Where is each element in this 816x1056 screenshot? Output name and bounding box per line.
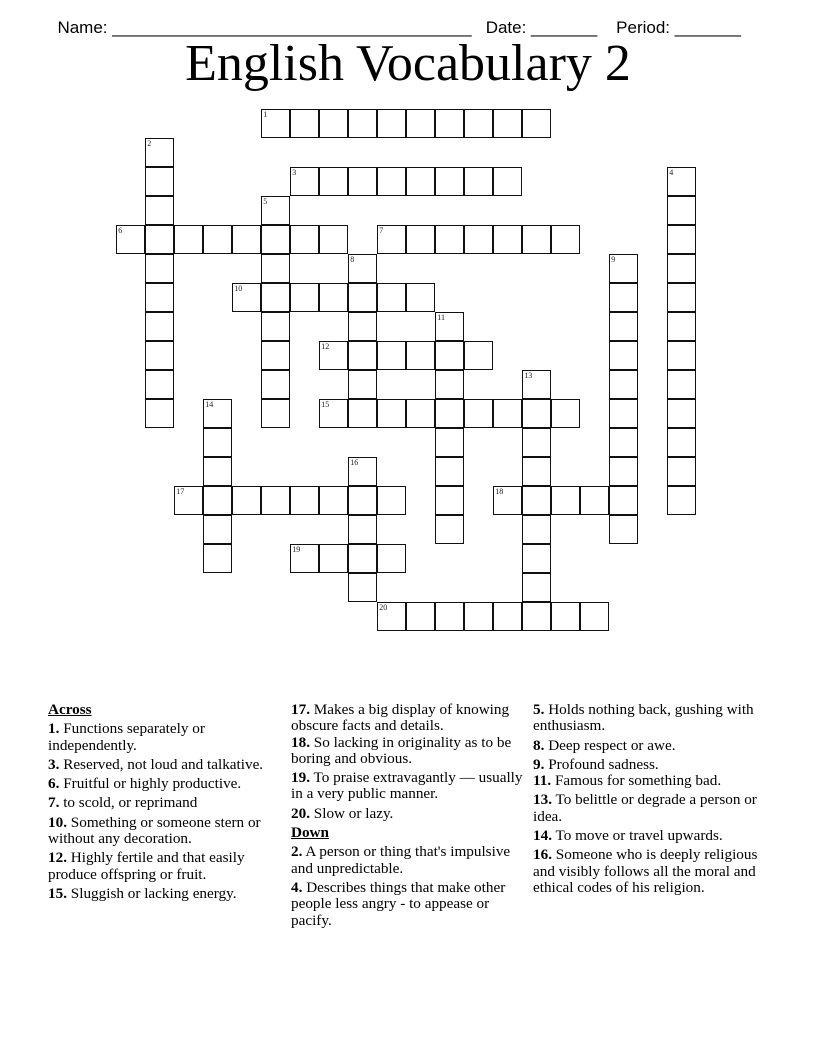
clues-column-1 <box>48 702 280 905</box>
grid-cell[interactable] <box>290 486 319 515</box>
grid-cell[interactable] <box>348 457 377 486</box>
grid-cell[interactable] <box>377 399 406 428</box>
grid-cell[interactable] <box>406 602 435 631</box>
grid-cell[interactable] <box>319 109 348 138</box>
clue-number: 8 <box>350 255 355 265</box>
grid-cell[interactable] <box>435 312 464 341</box>
grid-cell[interactable] <box>406 167 435 196</box>
grid-cell[interactable] <box>522 399 551 428</box>
clue-number: 18 <box>495 487 504 497</box>
grid-cell[interactable] <box>609 486 638 515</box>
grid-cell[interactable] <box>203 515 232 544</box>
grid-cell[interactable] <box>435 225 464 254</box>
grid-cell[interactable] <box>232 486 261 515</box>
grid-cell[interactable] <box>174 225 203 254</box>
grid-cell[interactable] <box>348 399 377 428</box>
clue-number: 15 <box>321 400 330 410</box>
grid-cell[interactable] <box>406 109 435 138</box>
period-field[interactable]: Period: _______ <box>616 18 741 37</box>
grid-cell[interactable] <box>667 225 696 254</box>
grid-cell[interactable] <box>348 109 377 138</box>
grid-cell[interactable] <box>348 254 377 283</box>
grid-cell[interactable] <box>551 602 580 631</box>
grid-cell[interactable] <box>145 283 174 312</box>
grid-cell[interactable] <box>145 138 174 167</box>
grid-cell[interactable] <box>116 225 145 254</box>
grid-cell[interactable] <box>290 225 319 254</box>
grid-cell[interactable] <box>145 225 174 254</box>
grid-cell[interactable] <box>609 370 638 399</box>
grid-cell[interactable] <box>667 167 696 196</box>
grid-cell[interactable] <box>435 602 464 631</box>
grid-cell[interactable] <box>667 486 696 515</box>
grid-cell[interactable] <box>377 602 406 631</box>
clue-down-11: 11. Famous for something bad. <box>533 772 722 790</box>
grid-cell[interactable] <box>348 341 377 370</box>
grid-cell[interactable] <box>667 196 696 225</box>
clues-column-3 <box>533 702 773 899</box>
grid-cell[interactable] <box>435 109 464 138</box>
grid-cell[interactable] <box>348 515 377 544</box>
clue-number: 10 <box>234 284 243 294</box>
grid-cell[interactable] <box>261 399 290 428</box>
clue-down-9: 9. Profound sadness. <box>533 755 659 773</box>
grid-cell[interactable] <box>464 167 493 196</box>
grid-cell[interactable] <box>261 225 290 254</box>
across-heading: Across <box>48 701 92 718</box>
grid-cell[interactable] <box>145 370 174 399</box>
clues-column-2 <box>291 702 523 932</box>
grid-cell[interactable] <box>203 486 232 515</box>
grid-cell[interactable] <box>377 486 406 515</box>
grid-cell[interactable] <box>609 283 638 312</box>
clue-down-4: 4. Describes things that make other people less angry - to appease or pacify. <box>291 878 506 929</box>
grid-cell[interactable] <box>203 457 232 486</box>
grid-cell[interactable] <box>464 109 493 138</box>
grid-cell[interactable] <box>609 399 638 428</box>
clue-across-19: 19. To praise extravagantly — usually in a very public manner. <box>291 769 523 803</box>
grid-cell[interactable] <box>290 167 319 196</box>
clue-down-14: 14. To move or travel upwards. <box>533 827 723 845</box>
grid-cell[interactable] <box>377 109 406 138</box>
grid-cell[interactable] <box>261 109 290 138</box>
grid-cell[interactable] <box>609 341 638 370</box>
grid-cell[interactable] <box>145 341 174 370</box>
clue-down-16: 16. Someone who is deeply religious and visibly follows all the moral and ethical codes of his religion. <box>533 846 758 896</box>
grid-cell[interactable] <box>435 515 464 544</box>
grid-cell[interactable] <box>667 457 696 486</box>
grid-cell[interactable] <box>609 428 638 457</box>
grid-cell[interactable] <box>348 370 377 399</box>
clue-number: 16 <box>350 458 359 468</box>
grid-cell[interactable] <box>522 109 551 138</box>
clue-across-17: 17. Makes a big display of knowing obscure facts and details. <box>291 701 510 735</box>
grid-cell[interactable] <box>435 341 464 370</box>
clue-down-2: 2. A person or thing that's impulsive and unpredictable. <box>291 843 511 877</box>
grid-cell[interactable] <box>667 341 696 370</box>
grid-cell[interactable] <box>522 428 551 457</box>
grid-cell[interactable] <box>406 225 435 254</box>
grid-cell[interactable] <box>609 254 638 283</box>
grid-cell[interactable] <box>435 370 464 399</box>
grid-cell[interactable] <box>667 399 696 428</box>
grid-cell[interactable] <box>464 399 493 428</box>
grid-cell[interactable] <box>348 167 377 196</box>
grid-cell[interactable] <box>174 486 203 515</box>
clue-across-1: 1. Functions separately or independently. <box>48 720 205 754</box>
clue-across-12: 12. Highly fertile and that easily produce offspring or fruit. <box>48 849 245 883</box>
grid-cell[interactable] <box>551 399 580 428</box>
grid-cell[interactable] <box>522 573 551 602</box>
grid-cell[interactable] <box>580 486 609 515</box>
grid-cell[interactable] <box>261 254 290 283</box>
grid-cell[interactable] <box>261 486 290 515</box>
grid-cell[interactable] <box>261 370 290 399</box>
grid-cell[interactable] <box>348 312 377 341</box>
grid-cell[interactable] <box>203 544 232 573</box>
grid-cell[interactable] <box>609 312 638 341</box>
grid-cell[interactable] <box>348 573 377 602</box>
down-heading: Down <box>291 824 329 842</box>
grid-cell[interactable] <box>464 341 493 370</box>
clue-number: 14 <box>205 400 214 410</box>
grid-cell[interactable] <box>319 486 348 515</box>
worksheet-header <box>48 0 741 38</box>
grid-cell[interactable] <box>406 399 435 428</box>
name-field[interactable]: Name: ______________________________________ <box>57 18 472 37</box>
grid-cell[interactable] <box>145 254 174 283</box>
grid-cell[interactable] <box>319 341 348 370</box>
clue-number: 11 <box>437 313 445 323</box>
grid-cell[interactable] <box>609 515 638 544</box>
grid-cell[interactable] <box>493 225 522 254</box>
grid-cell[interactable] <box>348 544 377 573</box>
page-title: English Vocabulary 2 <box>185 35 631 92</box>
clue-number: 9 <box>611 255 616 265</box>
grid-cell[interactable] <box>203 225 232 254</box>
grid-cell[interactable] <box>290 109 319 138</box>
grid-cell[interactable] <box>261 283 290 312</box>
grid-cell[interactable] <box>290 544 319 573</box>
clue-across-10: 10. Something or someone stern or without any decoration. <box>48 813 261 848</box>
grid-cell[interactable] <box>522 515 551 544</box>
grid-cell[interactable] <box>348 486 377 515</box>
grid-cell[interactable] <box>435 167 464 196</box>
clue-number: 3 <box>292 168 297 178</box>
grid-cell[interactable] <box>377 225 406 254</box>
grid-cell[interactable] <box>522 486 551 515</box>
grid-cell[interactable] <box>551 225 580 254</box>
grid-cell[interactable] <box>261 341 290 370</box>
grid-cell[interactable] <box>493 399 522 428</box>
grid-cell[interactable] <box>667 283 696 312</box>
grid-cell[interactable] <box>145 167 174 196</box>
grid-cell[interactable] <box>522 370 551 399</box>
grid-cell[interactable] <box>203 399 232 428</box>
grid-cell[interactable] <box>232 283 261 312</box>
clue-down-13: 13. To belittle or degrade a person or idea. <box>533 791 757 825</box>
grid-cell[interactable] <box>232 225 261 254</box>
grid-cell[interactable] <box>377 544 406 573</box>
grid-cell[interactable] <box>145 312 174 341</box>
grid-cell[interactable] <box>522 602 551 631</box>
clue-across-7: 7. to scold, or reprimand <box>48 794 198 812</box>
clue-across-20: 20. Slow or lazy. <box>291 804 394 822</box>
clue-number: 4 <box>669 168 674 178</box>
grid-cell[interactable] <box>145 399 174 428</box>
clue-number: 19 <box>292 545 301 555</box>
clue-across-18: 18. So lacking in originality as to be boring and obvious. <box>291 733 512 767</box>
grid-cell[interactable] <box>522 544 551 573</box>
grid-cell[interactable] <box>435 399 464 428</box>
clue-number: 12 <box>321 342 330 352</box>
clue-number: 5 <box>263 197 268 207</box>
grid-cell[interactable] <box>290 283 319 312</box>
clue-across-3: 3. Reserved, not loud and talkative. <box>48 755 264 773</box>
grid-cell[interactable] <box>493 167 522 196</box>
grid-cell[interactable] <box>493 109 522 138</box>
clue-number: 20 <box>379 603 388 613</box>
grid-cell[interactable] <box>406 283 435 312</box>
grid-cell[interactable] <box>667 428 696 457</box>
grid-cell[interactable] <box>261 312 290 341</box>
grid-cell[interactable] <box>493 486 522 515</box>
grid-cell[interactable] <box>551 486 580 515</box>
clue-number: 2 <box>147 139 152 149</box>
grid-cell[interactable] <box>319 167 348 196</box>
grid-cell[interactable] <box>377 341 406 370</box>
grid-cell[interactable] <box>319 544 348 573</box>
grid-cell[interactable] <box>464 602 493 631</box>
grid-cell[interactable] <box>435 457 464 486</box>
grid-cell[interactable] <box>261 196 290 225</box>
clue-down-5: 5. Holds nothing back, gushing with enthusiasm. <box>533 701 754 735</box>
grid-cell[interactable] <box>580 602 609 631</box>
grid-cell[interactable] <box>319 225 348 254</box>
grid-cell[interactable] <box>319 283 348 312</box>
clue-number: 13 <box>524 371 533 381</box>
clue-number: 17 <box>176 487 185 497</box>
grid-cell[interactable] <box>406 341 435 370</box>
grid-cell[interactable] <box>435 428 464 457</box>
clue-number: 6 <box>118 226 123 236</box>
grid-cell[interactable] <box>435 486 464 515</box>
grid-cell[interactable] <box>667 312 696 341</box>
grid-cell[interactable] <box>493 602 522 631</box>
clue-number: 7 <box>379 226 384 236</box>
clue-across-6: 6. Fruitful or highly productive. <box>48 775 242 793</box>
grid-cell[interactable] <box>667 370 696 399</box>
grid-cell[interactable] <box>609 457 638 486</box>
clue-across-15: 15. Sluggish or lacking energy. <box>48 884 237 902</box>
date-field[interactable]: Date: _______ <box>485 18 598 37</box>
grid-cell[interactable] <box>203 428 232 457</box>
grid-cell[interactable] <box>522 457 551 486</box>
clue-down-8: 8. Deep respect or awe. <box>533 736 676 754</box>
grid-cell[interactable] <box>145 196 174 225</box>
grid-cell[interactable] <box>522 225 551 254</box>
grid-cell[interactable] <box>319 399 348 428</box>
grid-cell[interactable] <box>377 283 406 312</box>
grid-cell[interactable] <box>348 283 377 312</box>
grid-cell[interactable] <box>377 167 406 196</box>
grid-cell[interactable] <box>667 254 696 283</box>
grid-cell[interactable] <box>464 225 493 254</box>
clue-number: 1 <box>263 110 268 120</box>
